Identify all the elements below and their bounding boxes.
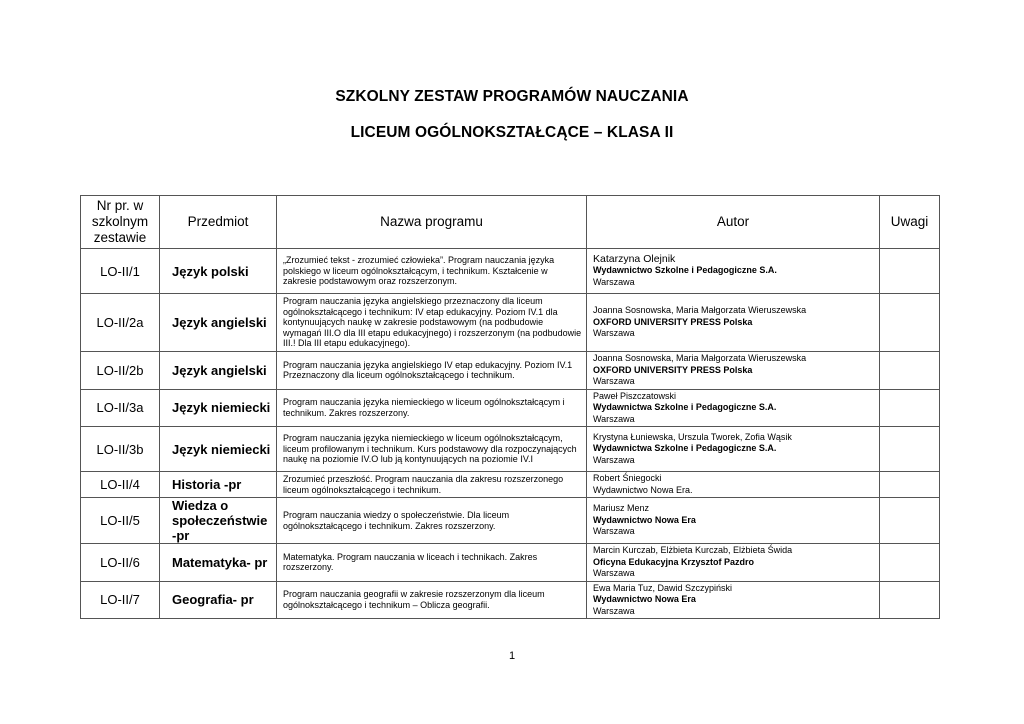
row-program: Program nauczania języka angielskiego IV etap edukacyjny. Poziom IV.1 Przeznaczony dla liceum ogólnokształcącego i technikum.: [277, 352, 587, 390]
row-publisher: OXFORD UNIVERSITY PRESS Polska: [593, 316, 753, 327]
table-row: [81, 352, 940, 390]
row-notes: [880, 581, 940, 619]
column-header-subject: Przedmiot: [160, 196, 277, 249]
row-city: Warszawa: [593, 413, 635, 424]
row-city: Warszawa: [593, 568, 635, 578]
row-city: Warszawa: [593, 526, 635, 537]
row-nr: LO-II/4: [81, 472, 160, 498]
row-author: Robert Śniegocki: [593, 473, 662, 483]
row-nr: LO-II/2a: [81, 294, 160, 352]
row-author: Marcin Kurczab, Elżbieta Kurczab, Elżbieta Świda: [593, 545, 793, 555]
row-notes: [880, 294, 940, 352]
row-notes: [880, 352, 940, 390]
table-row: [81, 581, 940, 619]
row-city: Warszawa: [593, 328, 635, 339]
row-publisher: Wydawnictwo Nowa Era: [593, 514, 696, 525]
row-author-cell: [587, 581, 880, 619]
row-program: Program nauczania języka niemieckiego w liceum ogólnokształcącym i technikum. Zakres rozszerzony.: [277, 389, 587, 427]
curriculum-table: [80, 195, 940, 619]
row-publisher: Wydawnictwa Szkolne i Pedagogiczne S.A.: [593, 402, 777, 412]
row-author-cell: [587, 249, 880, 294]
row-program: Zrozumieć przeszłość. Program nauczania dla zakresu rozszerzonego liceum ogólnokształcącego i technikum.: [277, 472, 587, 498]
table-row: [81, 427, 940, 472]
row-notes: [880, 498, 940, 544]
row-publisher: Wydawnictwo Nowa Era.: [593, 484, 693, 495]
row-publisher: OXFORD UNIVERSITY PRESS Polska: [593, 364, 753, 375]
row-publisher: Wydawnictwo Nowa Era: [593, 594, 696, 604]
row-program: Program nauczania geografii w zakresie rozszerzonym dla liceum ogólnokształcącego i technikum – Oblicza geografii.: [277, 581, 587, 619]
page-title: SZKOLNY ZESTAW PROGRAMÓW NAUCZANIA: [335, 88, 689, 105]
row-author: Katarzyna Olejnik: [593, 252, 676, 265]
row-subject: Język angielski: [160, 294, 277, 352]
row-subject: Historia -pr: [160, 472, 277, 498]
row-city: Warszawa: [593, 454, 635, 465]
table-row: [81, 498, 940, 544]
row-subject: Matematyka- pr: [160, 544, 277, 582]
page-subtitle: LICEUM OGÓLNOKSZTAŁCĄCE – KLASA II: [350, 124, 674, 141]
row-author: Joanna Sosnowska, Maria Małgorzata Wieruszewska: [593, 305, 807, 316]
row-author-cell: [587, 294, 880, 352]
column-header-nr: Nr pr. w szkolnym zestawie: [81, 196, 160, 249]
row-author-cell: [587, 472, 880, 498]
table-row: [81, 389, 940, 427]
row-city: Warszawa: [593, 605, 635, 616]
row-author: Ewa Maria Tuz, Dawid Szczypiński: [593, 582, 733, 593]
row-nr: LO-II/3a: [81, 389, 160, 427]
row-subject: Wiedza o społeczeństwie -pr: [160, 498, 277, 544]
table-row: [81, 294, 940, 352]
column-header-notes: Uwagi: [880, 196, 940, 249]
row-author: Joanna Sosnowska, Maria Małgorzata Wieruszewska: [593, 353, 807, 363]
row-city: Warszawa: [593, 276, 635, 287]
row-publisher: Oficyna Edukacyjna Krzysztof Pazdro: [593, 556, 755, 567]
table-row: [81, 544, 940, 582]
row-nr: LO-II/2b: [81, 352, 160, 390]
column-header-program: Nazwa programu: [277, 196, 587, 249]
column-header-author: Autor: [587, 196, 880, 249]
row-author-cell: [587, 544, 880, 582]
row-program: „Zrozumieć tekst - zrozumieć człowieka”. Program nauczania języka polskiego w liceum ogólnokształcącym, i technikum. Kształcenie w zakresie podstawowym oraz rozszerzonym.: [277, 249, 587, 294]
table-row: [81, 472, 940, 498]
row-notes: [880, 472, 940, 498]
row-publisher: Wydawnictwa Szkolne i Pedagogiczne S.A.: [593, 443, 777, 454]
row-program: Program nauczania języka angielskiego przeznaczony dla liceum ogólnokształcącego i technikum: IV etap edukacyjny. Poziom IV.1 dla kontynuujących naukę w zakresie podstawowym (na podbudowie wymagań III.O dla III etapu edukacyjnego) i rozszerzonym (na podbudowie III.! Dla III etapu edukacyjnego).: [277, 294, 587, 352]
row-notes: [880, 427, 940, 472]
table-header-row: [81, 196, 940, 249]
row-subject: Geografia- pr: [160, 581, 277, 619]
row-subject: Język angielski: [160, 352, 277, 390]
row-program: Program nauczania wiedzy o społeczeństwie. Dla liceum ogólnokształcącego i technikum. Zakres rozszerzony.: [277, 498, 587, 544]
row-nr: LO-II/1: [81, 249, 160, 294]
row-notes: [880, 389, 940, 427]
row-city: Warszawa: [593, 376, 635, 386]
row-subject: Język polski: [160, 249, 277, 294]
page-number: 1: [508, 650, 516, 662]
row-program: Program nauczania języka niemieckiego w liceum ogólnokształcącym, liceum profilowanym i technikum. Kurs podstawowy dla rozpoczynających naukę na poziomie IV.O lub ją kontynuujących na poziomie IV.I: [277, 427, 587, 472]
row-nr: LO-II/7: [81, 581, 160, 619]
table-row: [81, 249, 940, 294]
row-subject: Język niemiecki: [160, 427, 277, 472]
row-author: Paweł Piszczatowski: [593, 390, 677, 401]
row-notes: [880, 249, 940, 294]
row-nr: LO-II/6: [81, 544, 160, 582]
row-publisher: Wydawnictwo Szkolne i Pedagogiczne S.A.: [593, 265, 777, 276]
row-author: Mariusz Menz: [593, 503, 650, 514]
row-author-cell: [587, 498, 880, 544]
row-author-cell: [587, 389, 880, 427]
row-nr: LO-II/5: [81, 498, 160, 544]
row-author-cell: [587, 352, 880, 390]
row-notes: [880, 544, 940, 582]
row-program: Matematyka. Program nauczania w liceach i technikach. Zakres rozszerzony.: [277, 544, 587, 582]
row-author-cell: [587, 427, 880, 472]
row-author: Krystyna Łuniewska, Urszula Tworek, Zofia Wąsik: [593, 431, 792, 442]
row-nr: LO-II/3b: [81, 427, 160, 472]
row-subject: Język niemiecki: [160, 389, 277, 427]
